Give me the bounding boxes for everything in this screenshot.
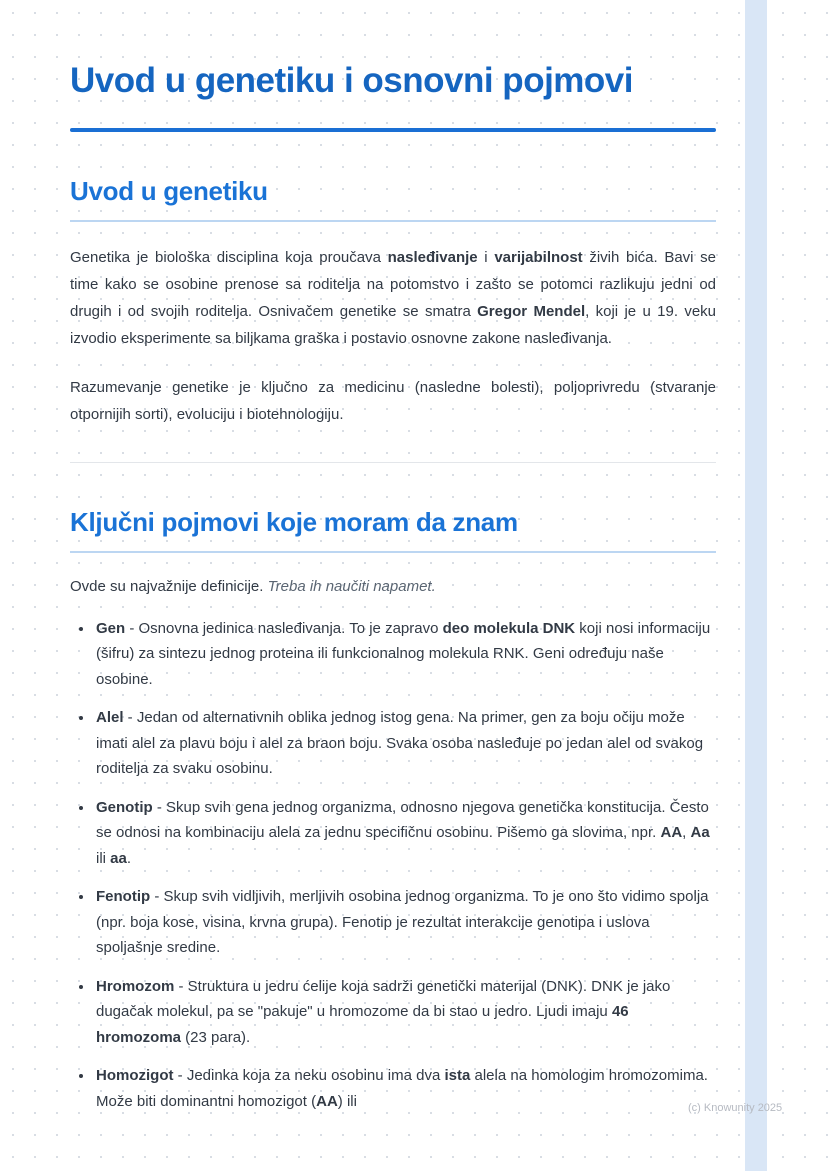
list-item-homozigot: • Homozigot - Jedinka koja za neku osobinu ima dva ista alela na homologim hromozomima. Može biti dominantni homozigot (AA) ili [94,1063,716,1114]
watermark: (c) Knowunity 2025 [688,1102,783,1114]
document-content [70,58,716,1127]
definitions-intro: Ovde su najvažnije definicije. Treba ih naučiti napamet. [70,577,436,595]
section-heading-uvod: Uvod u genetiku [70,176,716,222]
paragraph-genetika: Genetika je biološka disciplina koja proučava nasleđivanje i varijabilnost živih bića. Bavi se time kako se osobine prenose sa roditelja na potomstvo i zašto se potomci razlikuju jedni od drugih i od svojih roditelja. Osnivačem genetike se smatra Gregor Mendel, koji je u 19. veku izvodio eksperimente sa biljkama graška i postavio osnovne zakone nasleđivanja. [70,248,717,347]
section-divider [70,462,716,463]
section-heading-pojmovi: Ključni pojmovi koje moram da znam [70,507,716,553]
page-title: Uvod u genetiku i osnovni pojmovi [70,61,633,100]
section-uvod-u-genetiku [70,176,716,428]
list-item-fenotip: • Fenotip - Skup svih vidljivih, merljivih osobina jednog organizma. To je ono što vidimo spolja (npr. boja kose, visina, krvna grupa). Fenotip je rezultat interakcije genotipa i uslova spoljašnje sredine. [94,884,716,961]
list-item-gen: • Gen - Osnovna jedinica nasleđivanja. To je zapravo deo molekula DNK koji nosi informaciju (šifru) za sintezu jednog proteina ili funkcionalnog molekula RNK. Geni određuju naše osobine. [94,616,716,693]
section-kljucni-pojmovi [70,507,716,1115]
definitions-list [70,616,716,1115]
list-item-genotip: • Genotip - Skup svih gena jednog organizma, odnosno njegova genetička konstitucija. Često se odnosi na kombinaciju alela za jednu specifičnu osobinu. Pišemo ga slovima, npr. AA, Aa ili aa. [94,795,716,872]
list-item-hromozom: • Hromozom - Struktura u jedru ćelije koja sadrži genetički materijal (DNK). DNK je jako dugačak molekul, pa se "pakuje" u hromozome da bi stao u jedro. Ljudi imaju 46 hromozoma (23 para). [94,974,716,1051]
right-margin-stripe [745,0,767,1171]
paragraph-razumevanje: Razumevanje genetike je ključno za medicinu (nasledne bolesti), poljoprivredu (stvaranje otpornijih sorti), evoluciju i biotehnologiju. [70,378,716,423]
title-rule [70,128,716,132]
list-item-alel: • Alel - Jedan od alternativnih oblika jednog istog gena. Na primer, gen za boju očiju može imati alel za plavu boju i alel za braon boju. Svaka osoba nasleđuje po jedan alel od svakog roditelja za svaku osobinu. [94,705,716,782]
